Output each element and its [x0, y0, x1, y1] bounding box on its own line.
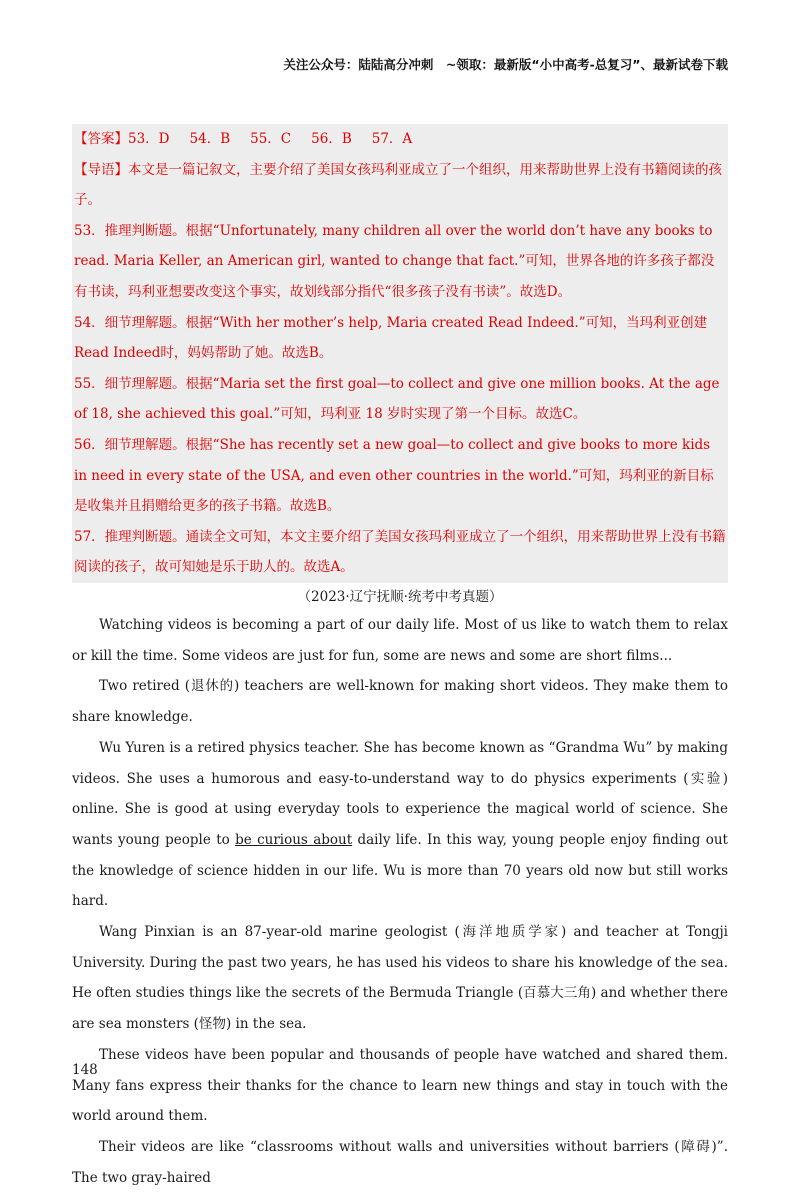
- page-header: 关注公众号：陆陆高分冲刺 ~领取：最新版“小中高考-总复习”、最新试卷下载: [283, 57, 728, 72]
- explanation-53: 53．推理判断题。根据“Unfortunately, many children all over the world don’t have any books to read. Maria Keller, an American girl, wanted to change that fact.”可知，世界各地的许多孩子都没有书读，玛利亚想要改变这个事实，故划线部分指代“很多孩子没有书读”。故选D。: [74, 222, 715, 300]
- passage-text: daily life. In this way, young people enjoy finding out the knowledge of science hidden in our life. Wu is more than 70 years old now but still works hard.: [72, 831, 728, 910]
- guide-paragraph: [74, 155, 726, 216]
- passage-paragraph: Two retired (退休的) teachers are well-known for making short videos. They make them to share knowledge.: [72, 678, 728, 726]
- answer-key: 57．A: [371, 131, 413, 147]
- reading-passage: [72, 610, 728, 1193]
- answer-key: 54．B: [189, 131, 231, 147]
- answer-key: 56．B: [311, 131, 352, 147]
- answer-box: [72, 124, 728, 583]
- explanation-57: 57．推理判断题。通读全文可知，本文主要介绍了美国女孩玛利亚成立了一个组织，用来帮助世界上没有书籍阅读的孩子，故可知她是乐于助人的。故选A。: [74, 528, 726, 576]
- passage-text: Wu Yuren is a retired physics teacher. She has become known as “Grandma Wu” by making videos. She uses a humorous and easy-to-understand way to do physics experiments (实验) online. She is good at using everyday tools to experience the magical world of science. She wants young people to: [72, 739, 728, 848]
- explanation-56: 56．细节理解题。根据“She has recently set a new goal—to collect and give books to more kids in need in every state of the USA, and even other countries in the world.”可知，玛利亚的新目标是收集并且捐赠给更多的孩子书籍。故选B。: [74, 436, 714, 515]
- passage-paragraph: Watching videos is becoming a part of our daily life. Most of us like to watch them to relax or kill the time. Some videos are just for fun, some are news and some are short films...: [72, 617, 728, 664]
- guide-text: 本文是一篇记叙文，主要介绍了美国女孩玛利亚成立了一个组织，用来帮助世界上没有书籍阅读的孩子。: [74, 161, 722, 209]
- explanation-54: 54．细节理解题。根据“With her mother’s help, Maria created Read Indeed.”可知，当玛利亚创建Read Indeed时，妈妈帮助了她。故选B。: [74, 314, 708, 362]
- passage-paragraph: These videos have been popular and thousands of people have watched and shared them. Many fans express their thanks for the chance to learn new things and stay in touch with the world around them.: [72, 1046, 728, 1125]
- answer-key: 53．D: [128, 131, 170, 147]
- source-line: （2023·辽宁抚顺·统考中考真题）: [297, 589, 503, 605]
- answer-keys: [74, 124, 726, 155]
- page-number: 148: [72, 1062, 98, 1078]
- guide-tag: 【导语】: [74, 161, 128, 178]
- underlined-phrase: be curious about: [235, 831, 353, 848]
- answer-tag: 【答案】: [74, 131, 128, 147]
- passage-paragraph: [72, 733, 728, 917]
- answer-key: 55．C: [250, 131, 292, 147]
- passage-paragraph: Wang Pinxian is an 87-year-old marine geologist (海洋地质学家) and teacher at Tongji University. During the past two years, he has used his videos to share his knowledge of the sea. He often studies things like the secrets of the Bermuda Triangle (百慕大三角) and whether there are sea monsters (怪物) in the sea.: [72, 924, 728, 1033]
- passage-paragraph: Their videos are like “classrooms without walls and universities without barriers (障碍)”. The two gray-haired: [72, 1138, 728, 1186]
- explanation-55: 55．细节理解题。根据“Maria set the first goal—to collect and give one million books. At the age of 18, she achieved this goal.”可知，玛利亚 18 岁时实现了第一个目标。故选C。: [74, 375, 720, 423]
